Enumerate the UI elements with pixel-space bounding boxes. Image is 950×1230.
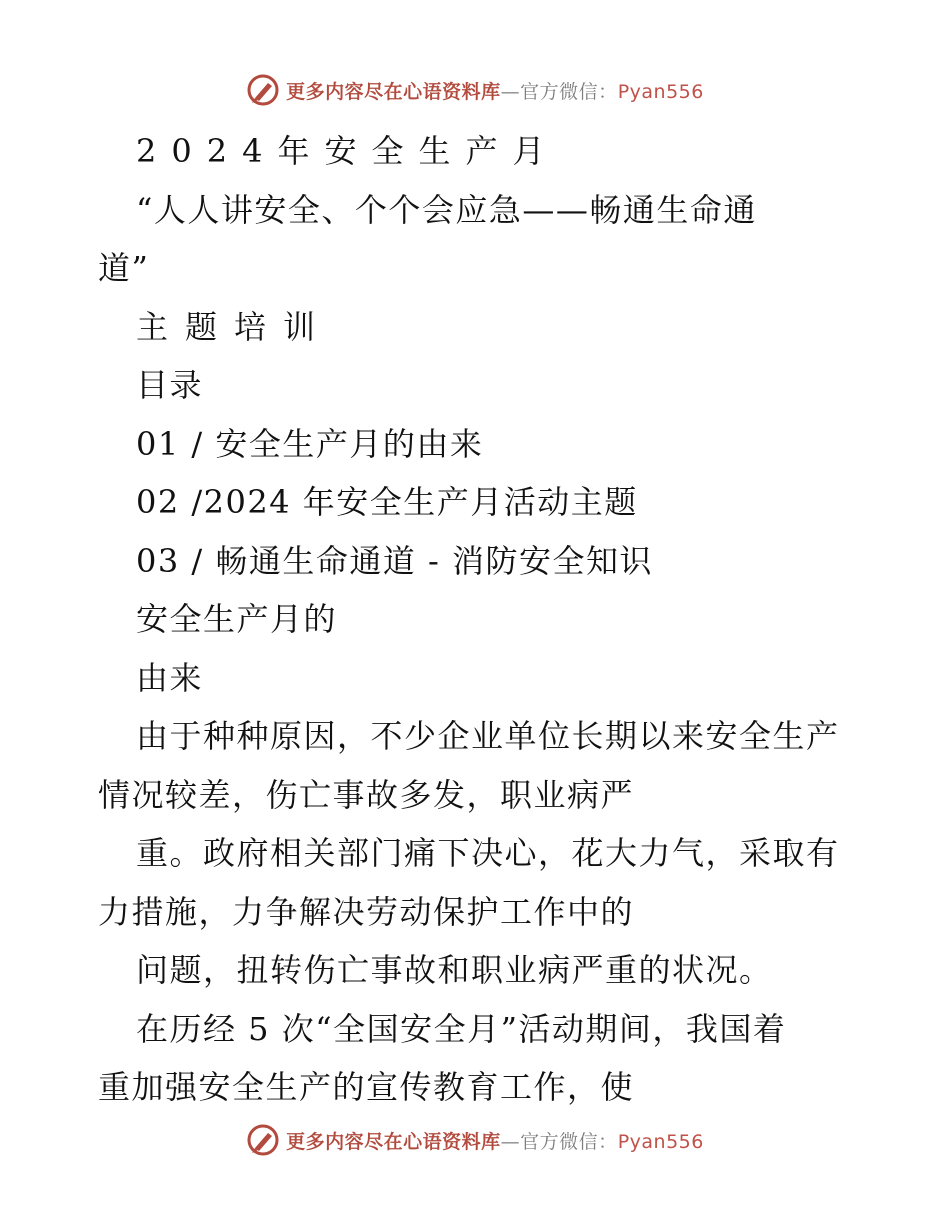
document-body [98, 122, 858, 1117]
watermark-wechat-id: Pyan556 [617, 80, 704, 103]
paragraph-line: 重。政府相关部门痛下决心，花大力气，采取有 [136, 834, 840, 872]
paragraph-line: 重加强安全生产的宣传教育工作，使 [98, 1068, 635, 1106]
paragraph-line: 情况较差，伤亡事故多发，职业病严 [98, 775, 635, 814]
document-subtitle: “人人讲安全、个个会应急——畅通生命通 [136, 190, 757, 229]
document-heading: 主题培训 [136, 307, 333, 346]
paragraph-line: 在历经 5 次“全国安全月”活动期间，我国着 [136, 1009, 787, 1048]
paragraph-line: 问题，扭转伤亡事故和职业病严重的状况。 [136, 951, 773, 989]
paragraph-line: 力措施，力争解决劳动保护工作中的 [98, 892, 635, 931]
watermark-wechat-id: Pyan556 [617, 1130, 704, 1153]
section-heading-cont: 由来 [136, 658, 204, 697]
header-watermark [0, 70, 950, 110]
watermark-separator: — [500, 80, 521, 103]
toc-item: 01 / 安全生产月的由来 [136, 424, 484, 463]
pen-logo-icon [246, 1123, 280, 1157]
watermark-site: 更多内容尽在心语资料库 [286, 1130, 501, 1153]
watermark-separator: — [500, 1130, 521, 1153]
watermark-text [286, 1127, 704, 1154]
pen-logo-icon [246, 73, 280, 107]
section-heading: 安全生产月的 [136, 600, 338, 638]
watermark-text [286, 77, 704, 104]
toc-item: 02 /2024 年安全生产月活动主题 [136, 483, 638, 521]
document-title: 2024年安全生产月 [136, 132, 560, 170]
watermark-label: 官方微信： [520, 80, 618, 103]
watermark-site: 更多内容尽在心语资料库 [286, 80, 501, 103]
toc-item: 03 / 畅通生命通道 - 消防安全知识 [136, 541, 654, 580]
watermark-label: 官方微信： [520, 1130, 618, 1153]
footer-watermark [0, 1120, 950, 1160]
toc-heading: 目录 [136, 366, 204, 404]
document-subtitle-cont: 道” [98, 249, 150, 287]
paragraph-line: 由于种种原因，不少企业单位长期以来安全生产 [136, 717, 840, 755]
